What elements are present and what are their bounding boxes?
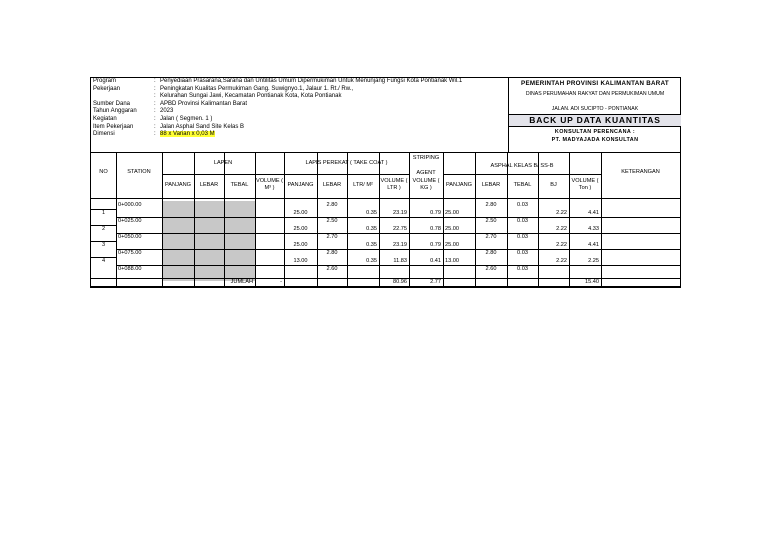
header-station: STATION [127,169,151,175]
info-colon: : [154,115,156,122]
grid-line [507,153,508,288]
info-value: Kelurahan Sungai Jawi, Kecamatan Pontianak Kota, Kota Pontianak [160,93,342,100]
lapis-ltr: 0.35 [366,210,377,216]
asphal-panjang: 13.00 [445,258,459,264]
grid-line [91,198,680,199]
info-label: Pekerjaan [93,85,121,92]
info-colon: : [154,131,156,138]
asphal-bj: 2.22 [556,226,567,232]
grid-line [475,153,476,288]
subheader-cell: LTR/ M² [353,182,373,188]
department-name: DINAS PERUMAHAN RAKYAT DAN PERMUKIMAN UMUM [525,91,665,97]
grid-line [116,233,680,234]
lapis-volume-ltr: 23.19 [393,242,407,248]
station-value: 0+088.00 [118,266,142,272]
lapis-lebar: 2.60 [326,266,338,272]
striping-volume-kg: 0.41 [430,258,441,264]
agency-address: JALAN. ADI SUCIPTO - PONTIANAK [551,106,639,112]
info-label: Program [93,78,117,84]
info-value: Penyediaan Prasarana,Sarana dan Untilitas Umum Dipermukiman Untuk Menunjang Fungsi Kota Pontianak Wil.1 [160,78,463,84]
grid-line [194,153,195,288]
grid-line [91,257,116,258]
info-row-program [91,78,507,86]
asphal-lebar: 2.80 [485,202,497,208]
total-dash: - [280,279,282,285]
lapis-lebar: 2.80 [326,202,338,208]
asphal-volume-ton: 2.25 [588,258,599,264]
grid-line [116,153,117,288]
subheader-cell: PANJANG [445,182,472,188]
info-value: Jalan ( Segmen. 1 ) [160,115,213,122]
grid-line [443,153,444,288]
info-label: Item Pekerjaan [93,123,134,130]
lapis-panjang: 25.00 [293,242,308,248]
info-label: Tahun Anggaran [93,108,137,115]
agency-block [508,78,681,152]
info-colon: : [154,100,156,107]
info-row-pekerjaan-cont [91,93,507,101]
subheader-cell: BJ [550,182,557,188]
grid-line [91,209,116,210]
header-keterangan: KETERANGAN [621,169,660,175]
lapis-lebar: 2.70 [326,234,338,240]
lapis-lebar: 2.80 [326,250,338,256]
asphal-tebal: 0.03 [517,250,528,256]
info-row-kegiatan [91,116,507,124]
dimensi-highlight: 88 x Varian x 0,03 M [160,131,215,138]
asphal-lebar: 2.60 [485,266,497,272]
asphal-volume-ton: 4.41 [588,242,599,248]
station-value: 0+025.00 [118,218,142,224]
striping-volume-kg: 0.78 [430,226,441,232]
asphal-tebal: 0.03 [517,218,528,224]
header-lapen: LAPEN [213,160,233,166]
grid-line [538,153,539,288]
grid-line [162,174,409,175]
striping-volume-kg: 0.79 [430,242,441,248]
grid-line [347,153,348,288]
subheader-cell: PANJANG [164,182,191,188]
info-value [160,131,507,139]
consultant-name: PT. MADYAJADA KONSULTAN [551,137,639,143]
info-row-sumber-dana [91,101,507,109]
asphal-panjang: 25.00 [445,226,459,232]
asphal-tebal: 0.03 [517,202,528,208]
grid-line [255,153,256,288]
subheader-cell: VOLUME ( Ton ) [571,178,599,191]
shaded-cell [162,201,255,281]
subheader-cell: PANJANG [287,182,314,188]
header-agent: AGENT [416,170,436,176]
total-volume-ltr: 80.96 [393,279,407,285]
segment-no: 4 [101,258,106,264]
grid-line [601,153,602,288]
info-colon: : [154,85,156,92]
total-volume-ton: 15.40 [585,279,599,285]
asphal-lebar: 2.70 [485,234,497,240]
asphal-bj: 2.22 [556,258,567,264]
lapis-lebar: 2.50 [326,218,338,224]
grid-line [116,249,680,250]
total-label: JUMLAH [230,279,253,285]
grid-line [91,286,680,287]
subheader-cell: TEBAL [230,182,249,188]
asphal-lebar: 2.80 [485,250,497,256]
asphal-bj: 2.22 [556,210,567,216]
lapis-panjang: 13.00 [293,258,308,264]
info-colon: : [154,78,156,84]
subheader-cell: TEBAL [513,182,532,188]
info-colon: : [154,108,156,115]
info-value: APBD Provinsi Kalimantan Barat [160,100,248,107]
striping-volume-kg: 0.79 [430,210,441,216]
station-value: 0+075.00 [118,250,142,256]
quantity-table [91,152,680,288]
info-row-item [91,124,507,132]
asphal-bj: 2.22 [556,242,567,248]
grid-line [443,174,601,175]
consultant-block [509,128,681,144]
info-colon: : [154,93,156,100]
header-striping: STRIPING [412,155,440,161]
info-row-tahun [91,108,507,116]
station-value: 0+000.00 [118,202,142,208]
grid-line [317,153,318,288]
info-value: Peningkatan Kualitas Permukiman Gang. Suwignyo.1, Jalaur 1. Rt./ Rw., [160,85,354,92]
grid-line [116,217,680,218]
info-label: Kegiatan [93,115,117,122]
total-volume-kg: 2.77 [430,279,441,285]
subheader-cell: LEBAR [322,182,342,188]
info-row-pekerjaan [91,86,507,94]
info-label: Sumber Dana [93,100,131,107]
government-name: PEMERINTAH PROVINSI KALIMANTAN BARAT [521,80,669,87]
lapis-panjang: 25.00 [293,210,308,216]
asphal-tebal: 0.03 [517,266,528,272]
lapis-ltr: 0.35 [366,226,377,232]
station-value: 0+050.00 [118,234,142,240]
grid-line [91,225,116,226]
asphal-lebar: 2.50 [485,218,497,224]
asphal-panjang: 25.00 [445,210,459,216]
lapis-volume-ltr: 23.19 [393,210,407,216]
document-title: BACK UP DATA KUANTITAS [509,114,681,127]
subheader-cell: VOLUME ( LTR ) [380,178,408,191]
lapis-volume-ltr: 22.75 [393,226,407,232]
info-row-dimensi [91,131,507,139]
asphal-panjang: 25.00 [445,242,459,248]
lapis-panjang: 25.00 [293,226,308,232]
project-info [91,78,507,152]
subheader-cell: VOLUME ( KG ) [412,178,440,191]
asphal-volume-ton: 4.33 [588,226,599,232]
grid-line [224,153,225,288]
quantity-sheet [90,77,681,288]
header-no: NO [99,169,108,175]
info-value: 2023 [160,108,174,115]
subheader-cell: LEBAR [199,182,219,188]
grid-line [284,153,285,288]
info-label [91,93,154,101]
consultant-role: KONSULTAN PERENCANA : [554,129,636,135]
grid-line [91,241,116,242]
subheader-cell: LEBAR [481,182,501,188]
asphal-tebal: 0.03 [517,234,528,240]
info-colon: : [154,123,156,130]
segment-no: 1 [101,210,106,216]
lapis-ltr: 0.35 [366,258,377,264]
asphal-volume-ton: 4.41 [588,210,599,216]
subheader-cell: VOLUME ( M³ ) [255,178,284,191]
lapis-volume-ltr: 11.83 [393,258,407,264]
info-value: Jalan Asphal Sand Site Kelas B [160,123,245,130]
grid-line [162,153,163,288]
lapis-ltr: 0.35 [366,242,377,248]
grid-line [379,153,380,288]
grid-line [569,153,570,288]
header-asphal: ASPHAL KELAS B/ SS-B [490,163,554,169]
segment-no: 2 [101,226,106,232]
header-lapis-perekat: LAPIS PEREKAT ( TAKE COAT ) [305,160,388,166]
segment-no: 3 [101,242,106,248]
grid-line [409,153,410,288]
grid-line [116,265,680,266]
info-label: Dimensi [93,131,115,138]
